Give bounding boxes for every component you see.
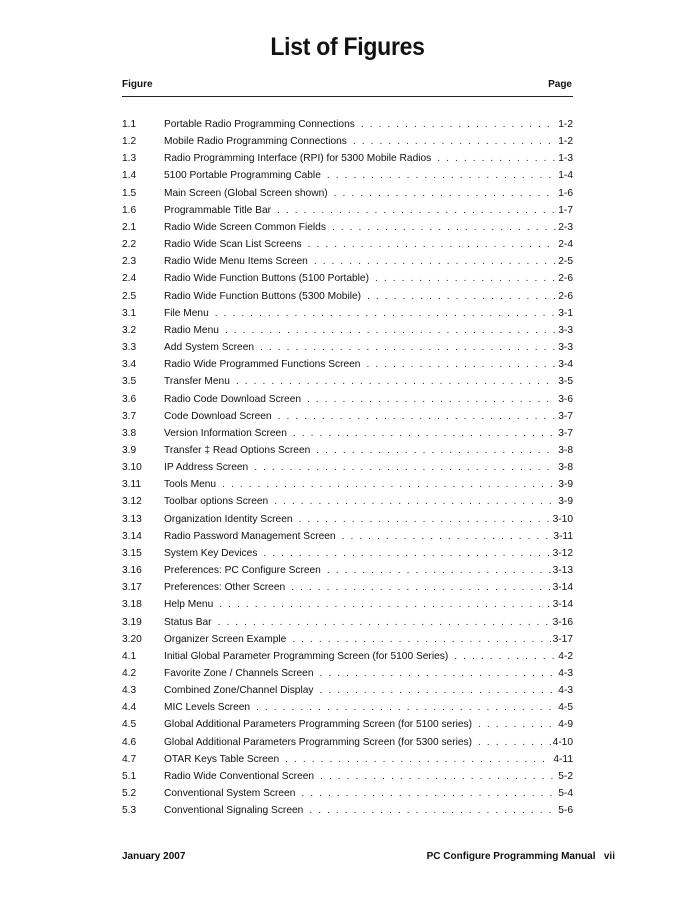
figure-entry[interactable] [122, 273, 573, 290]
figure-number: 3.14 [122, 530, 142, 542]
footer-manual-title [427, 851, 615, 862]
figure-page: 5-6 [558, 805, 573, 817]
figure-page: 3-9 [558, 496, 573, 508]
figure-entry[interactable] [122, 411, 573, 428]
figure-title: Organization Identity Screen [164, 513, 293, 525]
figure-entry[interactable] [122, 479, 573, 496]
figure-entry[interactable] [122, 119, 573, 136]
figure-page: 3-3 [558, 342, 573, 354]
figure-number: 3.9 [122, 444, 137, 456]
figure-title: Radio Menu [164, 324, 219, 336]
dot-leader [293, 428, 556, 439]
dot-leader [222, 479, 556, 490]
figure-entry[interactable] [122, 136, 573, 153]
figure-page: 3-1 [558, 307, 573, 319]
figure-page: 4-3 [558, 668, 573, 679]
figure-entry[interactable] [122, 308, 573, 325]
figure-title: Help Menu [164, 599, 214, 611]
figure-number: 5.3 [122, 805, 137, 817]
figure-title: Toolbar options Screen [164, 496, 269, 508]
dot-leader [215, 308, 557, 319]
figure-number: 1.4 [122, 170, 137, 182]
dot-leader [478, 719, 556, 730]
figure-title: Preferences: PC Configure Screen [164, 565, 321, 577]
dot-leader [320, 685, 557, 696]
figure-title: Favorite Zone / Channels Screen [164, 668, 314, 679]
figure-page: 4-2 [558, 650, 573, 662]
figure-number: 5.1 [122, 770, 137, 782]
figure-number: 5.2 [122, 788, 137, 800]
figure-number: 3.1 [122, 307, 137, 319]
dot-leader [437, 153, 556, 164]
figure-page: 2-6 [558, 290, 573, 302]
figure-entry[interactable] [122, 685, 573, 702]
figure-title: OTAR Keys Table Screen [164, 753, 280, 765]
figure-page: 3-8 [558, 462, 573, 474]
figure-number: 2.3 [122, 256, 137, 268]
figure-entry[interactable] [122, 153, 573, 170]
dot-leader [285, 754, 551, 765]
figure-page: 3-11 [553, 530, 573, 542]
dot-leader [327, 565, 551, 576]
figure-entry[interactable] [122, 170, 573, 187]
figure-page: 3-16 [552, 616, 573, 628]
figure-title: Transfer ‡ Read Options Screen [164, 444, 311, 456]
figure-entry[interactable] [122, 428, 573, 445]
figure-number: 1.5 [122, 187, 137, 199]
figure-title: System Key Devices [164, 547, 258, 559]
figure-page: 1-2 [558, 119, 573, 130]
dot-leader [353, 136, 556, 147]
figure-entry[interactable] [122, 222, 573, 239]
figure-title: Global Additional Parameters Programming Screen (for 5300 series) [164, 736, 473, 748]
figure-title: Tools Menu [164, 479, 217, 491]
figure-page: 4-9 [558, 719, 573, 731]
dot-leader [361, 119, 556, 130]
figure-page: 3-7 [558, 427, 573, 439]
dot-leader [309, 805, 556, 816]
figure-page: 1-6 [558, 187, 573, 199]
figure-entry[interactable] [122, 239, 573, 256]
figure-page: 2-6 [558, 273, 573, 285]
dot-leader [308, 239, 557, 250]
footer-date: January 2007 [122, 851, 186, 862]
figure-number: 1.3 [122, 153, 137, 165]
dot-leader [277, 205, 556, 216]
page-column-header: Page [548, 79, 572, 90]
figure-number: 3.19 [122, 616, 142, 628]
dot-leader [375, 273, 556, 284]
figure-title: Radio Wide Conventional Screen [164, 770, 315, 782]
figure-entry[interactable] [122, 599, 573, 616]
figure-number: 3.3 [122, 342, 137, 354]
figure-entry[interactable] [122, 754, 573, 771]
dot-leader [366, 359, 556, 370]
figure-entry[interactable] [122, 719, 573, 736]
figure-title: Portable Radio Programming Connections [164, 119, 355, 130]
figure-page: 3-10 [552, 513, 573, 525]
figure-entry[interactable] [122, 651, 573, 668]
figure-number: 4.2 [122, 668, 137, 679]
figure-title: Version Information Screen [164, 427, 287, 439]
figure-entry[interactable] [122, 565, 573, 582]
figure-entry[interactable] [122, 188, 573, 205]
figure-entry[interactable] [122, 582, 573, 599]
figure-page: 4-3 [558, 685, 573, 697]
figure-page: 3-14 [552, 599, 573, 611]
figure-title: Conventional Signaling Screen [164, 805, 304, 817]
figure-title: Radio Wide Programmed Functions Screen [164, 359, 361, 371]
figure-title: Add System Screen [164, 342, 255, 354]
figure-entry[interactable] [122, 462, 573, 479]
figure-title: Radio Wide Function Buttons (5100 Portable) [164, 273, 369, 285]
figure-title: Radio Code Download Screen [164, 393, 302, 405]
figure-page: 1-4 [558, 170, 573, 182]
dot-leader [301, 788, 556, 799]
figure-entry[interactable] [122, 205, 573, 222]
dot-leader [218, 617, 551, 628]
figure-entry[interactable] [122, 737, 573, 754]
figure-number: 4.6 [122, 736, 137, 748]
figure-entry[interactable] [122, 325, 573, 342]
figure-page: 3-7 [558, 410, 573, 422]
figure-title: Radio Programming Interface (RPI) for 5300 Mobile Radios [164, 153, 432, 165]
dot-leader [320, 771, 556, 782]
figure-number: 2.5 [122, 290, 137, 302]
figure-page: 3-13 [552, 565, 573, 577]
dot-leader [219, 599, 550, 610]
figure-entry[interactable] [122, 548, 573, 565]
figure-entry[interactable] [122, 634, 573, 651]
figure-title: Combined Zone/Channel Display [164, 685, 314, 697]
figure-page: 1-7 [558, 204, 573, 216]
dot-leader [367, 291, 556, 302]
figure-entry[interactable] [122, 394, 573, 411]
dot-leader [320, 668, 557, 679]
figure-page: 1-3 [558, 153, 573, 165]
figure-list [122, 119, 573, 822]
figure-number: 1.1 [122, 119, 137, 130]
figure-number: 1.6 [122, 204, 137, 216]
dot-leader [332, 222, 556, 233]
figure-number: 4.4 [122, 702, 137, 714]
figure-title: File Menu [164, 307, 209, 319]
figure-number: 4.5 [122, 719, 137, 731]
figure-page: 3-5 [558, 376, 573, 388]
figure-page: 5-2 [558, 770, 573, 782]
figure-page: 4-10 [552, 736, 573, 748]
figure-entry[interactable] [122, 702, 573, 719]
figure-title: Radio Wide Scan List Screens [164, 239, 302, 251]
dot-leader [314, 256, 556, 267]
dot-leader [256, 702, 556, 713]
figure-number: 3.20 [122, 633, 142, 645]
figure-number: 3.6 [122, 393, 137, 405]
figure-number: 3.4 [122, 359, 137, 371]
dot-leader [236, 376, 556, 387]
figure-column-header: Figure [122, 79, 153, 90]
dot-leader [327, 170, 556, 181]
figure-title: Radio Password Management Screen [164, 530, 336, 542]
dot-leader [292, 634, 550, 645]
page-title: List of Figures [270, 33, 425, 61]
figure-number: 3.5 [122, 376, 137, 388]
figure-page: 4-5 [558, 702, 573, 714]
dot-leader [274, 496, 556, 507]
figure-number: 3.10 [122, 462, 142, 474]
figure-number: 4.3 [122, 685, 137, 697]
figure-page: 3-14 [552, 582, 573, 594]
figure-title: Mobile Radio Programming Connections [164, 136, 347, 148]
figure-title: MIC Levels Screen [164, 702, 251, 714]
figure-title: Programmable Title Bar [164, 204, 272, 216]
figure-page: 2-4 [558, 239, 573, 251]
dot-leader [454, 651, 556, 662]
dot-leader [291, 582, 550, 593]
figure-page: 3-17 [552, 633, 573, 645]
dot-leader [478, 737, 551, 748]
figure-number: 3.8 [122, 427, 137, 439]
figure-number: 3.17 [122, 582, 142, 594]
figure-title: Code Download Screen [164, 410, 272, 422]
figure-entry[interactable] [122, 342, 573, 359]
figure-page: 5-4 [558, 788, 573, 800]
figure-number: 3.7 [122, 410, 137, 422]
dot-leader [316, 445, 556, 456]
figure-title: Radio Wide Screen Common Fields [164, 221, 326, 233]
figure-page: 4-11 [553, 753, 573, 765]
figure-number: 3.16 [122, 565, 142, 577]
figure-page: 3-12 [552, 547, 573, 559]
figure-title: Conventional System Screen [164, 788, 296, 800]
figure-entry[interactable] [122, 359, 573, 376]
dot-leader [278, 411, 557, 422]
figure-entry[interactable] [122, 445, 573, 462]
figure-number: 2.4 [122, 273, 137, 285]
figure-entry[interactable] [122, 496, 573, 513]
footer-page-number: vii [603, 851, 615, 862]
footer-manual-name: PC Configure Programming Manual [426, 851, 596, 862]
figure-title: Preferences: Other Screen [164, 582, 286, 594]
figure-number: 3.15 [122, 547, 142, 559]
figure-page: 2-5 [558, 256, 573, 268]
figure-page: 2-3 [558, 221, 573, 233]
figure-title: Main Screen (Global Screen shown) [164, 187, 328, 199]
figure-page: 3-9 [558, 479, 573, 491]
figure-entry[interactable] [122, 291, 573, 308]
figure-number: 2.1 [122, 221, 137, 233]
figure-entry[interactable] [122, 531, 573, 548]
figure-number: 4.1 [122, 650, 137, 662]
figure-title: 5100 Portable Programming Cable [164, 170, 321, 182]
figure-title: Status Bar [164, 616, 212, 628]
header-divider [122, 96, 573, 97]
figure-entry[interactable] [122, 788, 573, 805]
figure-page: 3-3 [558, 324, 573, 336]
figure-title: Radio Wide Function Buttons (5300 Mobile) [164, 290, 362, 302]
figure-number: 3.12 [122, 496, 142, 508]
figure-number: 3.13 [122, 513, 142, 525]
dot-leader [334, 188, 557, 199]
figure-title: Organizer Screen Example [164, 633, 287, 645]
figure-title: Global Additional Parameters Programming Screen (for 5100 series) [164, 719, 473, 731]
figure-entry[interactable] [122, 256, 573, 273]
figure-entry[interactable] [122, 668, 573, 685]
dot-leader [342, 531, 552, 542]
dot-leader [299, 514, 551, 525]
figure-number: 1.2 [122, 136, 137, 148]
figure-title: Transfer Menu [164, 376, 230, 388]
figure-number: 3.2 [122, 324, 137, 336]
dot-leader [263, 548, 550, 559]
figure-page: 3-8 [558, 444, 573, 456]
figure-title: IP Address Screen [164, 462, 249, 474]
figure-page: 3-6 [558, 393, 573, 405]
figure-number: 2.2 [122, 239, 137, 251]
figure-page: 3-4 [558, 359, 573, 371]
figure-number: 3.18 [122, 599, 142, 611]
figure-entry[interactable] [122, 617, 573, 634]
dot-leader [307, 394, 556, 405]
figure-title: Initial Global Parameter Programming Screen (for 5100 Series) [164, 650, 449, 662]
dot-leader [260, 342, 556, 353]
figure-page: 1-2 [558, 136, 573, 148]
dot-leader [254, 462, 556, 473]
figure-entry[interactable] [122, 514, 573, 531]
figure-title: Radio Wide Menu Items Screen [164, 256, 308, 268]
figure-entry[interactable] [122, 805, 573, 822]
figure-number: 4.7 [122, 753, 137, 765]
dot-leader [225, 325, 556, 336]
figure-entry[interactable] [122, 771, 573, 788]
figure-entry[interactable] [122, 376, 573, 393]
figure-number: 3.11 [122, 479, 142, 491]
